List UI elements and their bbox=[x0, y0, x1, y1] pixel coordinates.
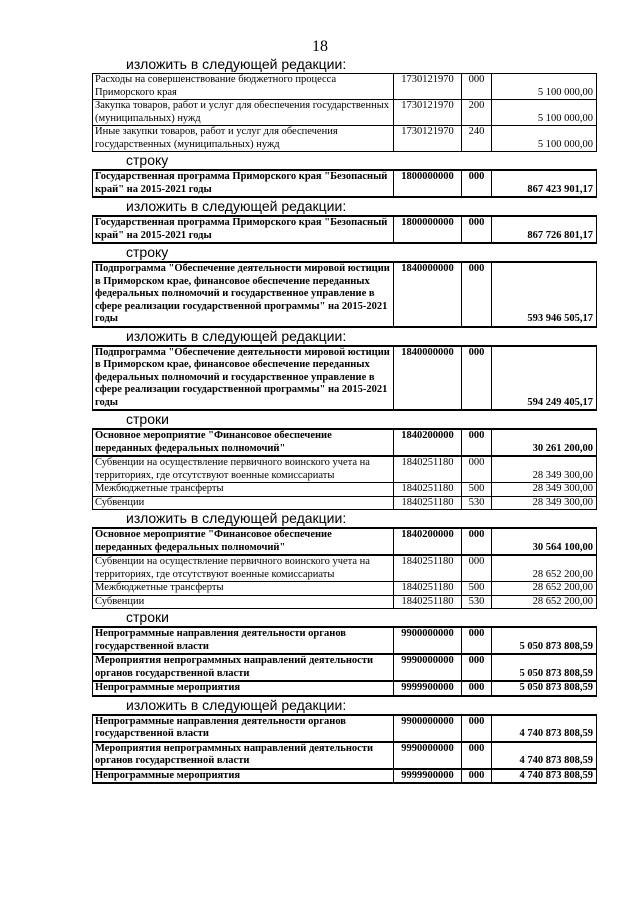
table-row bbox=[93, 654, 597, 681]
row-name: Мероприятия непрограммных направлений деятельности органов государственной власти bbox=[93, 654, 394, 681]
row-amount: 5 050 873 808,59 bbox=[492, 654, 597, 681]
row-amount: 4 740 873 808,59 bbox=[492, 715, 597, 742]
row-name: Государственная программа Приморского края "Безопасный край" на 2015-2021 годы bbox=[93, 216, 394, 243]
target-code: 1840000000 bbox=[394, 346, 462, 411]
expense-type-code: 000 bbox=[462, 555, 492, 582]
expense-type-code: 000 bbox=[462, 216, 492, 243]
expense-type-code: 530 bbox=[462, 595, 492, 609]
target-code: 1840000000 bbox=[394, 262, 462, 327]
document-body bbox=[92, 56, 596, 784]
row-name: Подпрограмма "Обеспечение деятельности мировой юстиции в Приморском крае, финансовое обеспечение переданных федеральных полномочий и государственное управление в сфере реализации государственной программы" на 2015-2021 годы bbox=[93, 262, 394, 327]
table-row bbox=[93, 528, 597, 555]
row-name: Межбюджетные трансферты bbox=[93, 483, 394, 497]
row-amount: 5 100 000,00 bbox=[492, 100, 597, 126]
row-amount: 5 100 000,00 bbox=[492, 126, 597, 152]
section-heading: строки bbox=[126, 609, 169, 625]
target-code: 1840251180 bbox=[394, 496, 462, 510]
budget-table bbox=[92, 626, 597, 697]
table-row bbox=[93, 74, 597, 100]
table-row bbox=[93, 595, 597, 609]
page-number: 18 bbox=[312, 38, 328, 55]
table-row bbox=[93, 262, 597, 327]
table-row bbox=[93, 100, 597, 126]
target-code: 9990000000 bbox=[394, 654, 462, 681]
table-row bbox=[93, 582, 597, 596]
table-row bbox=[93, 429, 597, 456]
table-row bbox=[93, 126, 597, 152]
section-heading: строку bbox=[126, 244, 169, 260]
target-code: 1840200000 bbox=[394, 528, 462, 555]
row-amount: 5 050 873 808,59 bbox=[492, 627, 597, 654]
target-code: 9900000000 bbox=[394, 627, 462, 654]
section-heading: изложить в следующей редакции: bbox=[126, 327, 347, 344]
expense-type-code: 000 bbox=[462, 262, 492, 327]
table-row bbox=[93, 483, 597, 497]
section-heading: изложить в следующей редакции: bbox=[126, 510, 347, 526]
section-heading: строки bbox=[126, 411, 169, 427]
table-row bbox=[93, 715, 597, 742]
expense-type-code: 000 bbox=[462, 74, 492, 100]
row-name: Основное мероприятие "Финансовое обеспечение переданных федеральных полномочий" bbox=[93, 528, 394, 555]
row-amount: 30 564 100,00 bbox=[492, 528, 597, 555]
row-name: Непрограммные мероприятия bbox=[93, 769, 394, 784]
target-code: 1840200000 bbox=[394, 429, 462, 456]
target-code: 1840251180 bbox=[394, 595, 462, 609]
target-code: 1840251180 bbox=[394, 582, 462, 596]
table-row bbox=[93, 170, 597, 197]
expense-type-code: 000 bbox=[462, 346, 492, 411]
target-code: 1800000000 bbox=[394, 170, 462, 197]
target-code: 1730121970 bbox=[394, 74, 462, 100]
row-amount: 28 652 200,00 bbox=[492, 555, 597, 582]
row-amount: 28 652 200,00 bbox=[492, 582, 597, 596]
row-name: Непрограммные направления деятельности органов государственной власти bbox=[93, 627, 394, 654]
row-name: Субвенции на осуществление первичного воинского учета на территориях, где отсутствуют военные комиссариаты bbox=[93, 456, 394, 483]
budget-table bbox=[92, 714, 597, 785]
row-amount: 5 100 000,00 bbox=[492, 74, 597, 100]
section-heading: строку bbox=[126, 152, 169, 168]
row-name: Закупка товаров, работ и услуг для обеспечения государственных (муниципальных) нужд bbox=[93, 100, 394, 126]
row-amount: 867 423 901,17 bbox=[492, 170, 597, 197]
table-row bbox=[93, 216, 597, 243]
expense-type-code: 200 bbox=[462, 100, 492, 126]
row-amount: 28 349 300,00 bbox=[492, 456, 597, 483]
target-code: 9999900000 bbox=[394, 769, 462, 784]
expense-type-code: 000 bbox=[462, 654, 492, 681]
section-heading: изложить в следующей редакции: bbox=[126, 198, 347, 214]
row-amount: 867 726 801,17 bbox=[492, 216, 597, 243]
row-name: Основное мероприятие "Финансовое обеспечение переданных федеральных полномочий" bbox=[93, 429, 394, 456]
expense-type-code: 500 bbox=[462, 483, 492, 497]
budget-table bbox=[92, 345, 597, 412]
target-code: 1840251180 bbox=[394, 555, 462, 582]
expense-type-code: 000 bbox=[462, 769, 492, 784]
row-name: Расходы на совершенствование бюджетного процесса Приморского края bbox=[93, 74, 394, 100]
row-amount: 593 946 505,17 bbox=[492, 262, 597, 327]
row-name: Мероприятия непрограммных направлений деятельности органов государственной власти bbox=[93, 742, 394, 769]
section-heading: изложить в следующей редакции: bbox=[126, 696, 347, 713]
row-name: Иные закупки товаров, работ и услуг для обеспечения государственных (муниципальных) нужд bbox=[93, 126, 394, 152]
table-row bbox=[93, 555, 597, 582]
row-amount: 4 740 873 808,59 bbox=[492, 769, 597, 784]
row-amount: 5 050 873 808,59 bbox=[492, 681, 597, 696]
table-row bbox=[93, 496, 597, 510]
table-row bbox=[93, 742, 597, 769]
expense-type-code: 000 bbox=[462, 528, 492, 555]
budget-table bbox=[92, 261, 597, 328]
row-amount: 28 652 200,00 bbox=[492, 595, 597, 609]
row-name: Подпрограмма "Обеспечение деятельности мировой юстиции в Приморском крае, финансовое обеспечение переданных федеральных полномочий и государственное управление в сфере реализации государственной программы" на 2015-2021 годы bbox=[93, 346, 394, 411]
row-name: Непрограммные мероприятия bbox=[93, 681, 394, 696]
expense-type-code: 000 bbox=[462, 170, 492, 197]
target-code: 9999900000 bbox=[394, 681, 462, 696]
expense-type-code: 000 bbox=[462, 742, 492, 769]
target-code: 9900000000 bbox=[394, 715, 462, 742]
row-amount: 594 249 405,17 bbox=[492, 346, 597, 411]
budget-table bbox=[92, 73, 597, 152]
table-row bbox=[93, 627, 597, 654]
expense-type-code: 000 bbox=[462, 627, 492, 654]
row-amount: 30 261 200,00 bbox=[492, 429, 597, 456]
table-row bbox=[93, 346, 597, 411]
section-heading: изложить в следующей редакции: bbox=[126, 56, 347, 72]
expense-type-code: 530 bbox=[462, 496, 492, 510]
target-code: 9990000000 bbox=[394, 742, 462, 769]
expense-type-code: 000 bbox=[462, 715, 492, 742]
target-code: 1730121970 bbox=[394, 126, 462, 152]
expense-type-code: 240 bbox=[462, 126, 492, 152]
row-amount: 28 349 300,00 bbox=[492, 483, 597, 497]
row-name: Межбюджетные трансферты bbox=[93, 582, 394, 596]
budget-table bbox=[92, 527, 597, 609]
row-amount: 28 349 300,00 bbox=[492, 496, 597, 510]
row-name: Государственная программа Приморского края "Безопасный край" на 2015-2021 годы bbox=[93, 170, 394, 197]
expense-type-code: 000 bbox=[462, 429, 492, 456]
budget-table bbox=[92, 428, 597, 510]
target-code: 1840251180 bbox=[394, 483, 462, 497]
row-name: Субвенции на осуществление первичного воинского учета на территориях, где отсутствуют военные комиссариаты bbox=[93, 555, 394, 582]
expense-type-code: 500 bbox=[462, 582, 492, 596]
expense-type-code: 000 bbox=[462, 681, 492, 696]
target-code: 1800000000 bbox=[394, 216, 462, 243]
row-name: Непрограммные направления деятельности органов государственной власти bbox=[93, 715, 394, 742]
budget-table bbox=[92, 215, 597, 244]
target-code: 1730121970 bbox=[394, 100, 462, 126]
table-row bbox=[93, 681, 597, 696]
budget-table bbox=[92, 169, 597, 198]
row-name: Субвенции bbox=[93, 496, 394, 510]
table-row bbox=[93, 456, 597, 483]
target-code: 1840251180 bbox=[394, 456, 462, 483]
expense-type-code: 000 bbox=[462, 456, 492, 483]
row-amount: 4 740 873 808,59 bbox=[492, 742, 597, 769]
table-row bbox=[93, 769, 597, 784]
row-name: Субвенции bbox=[93, 595, 394, 609]
